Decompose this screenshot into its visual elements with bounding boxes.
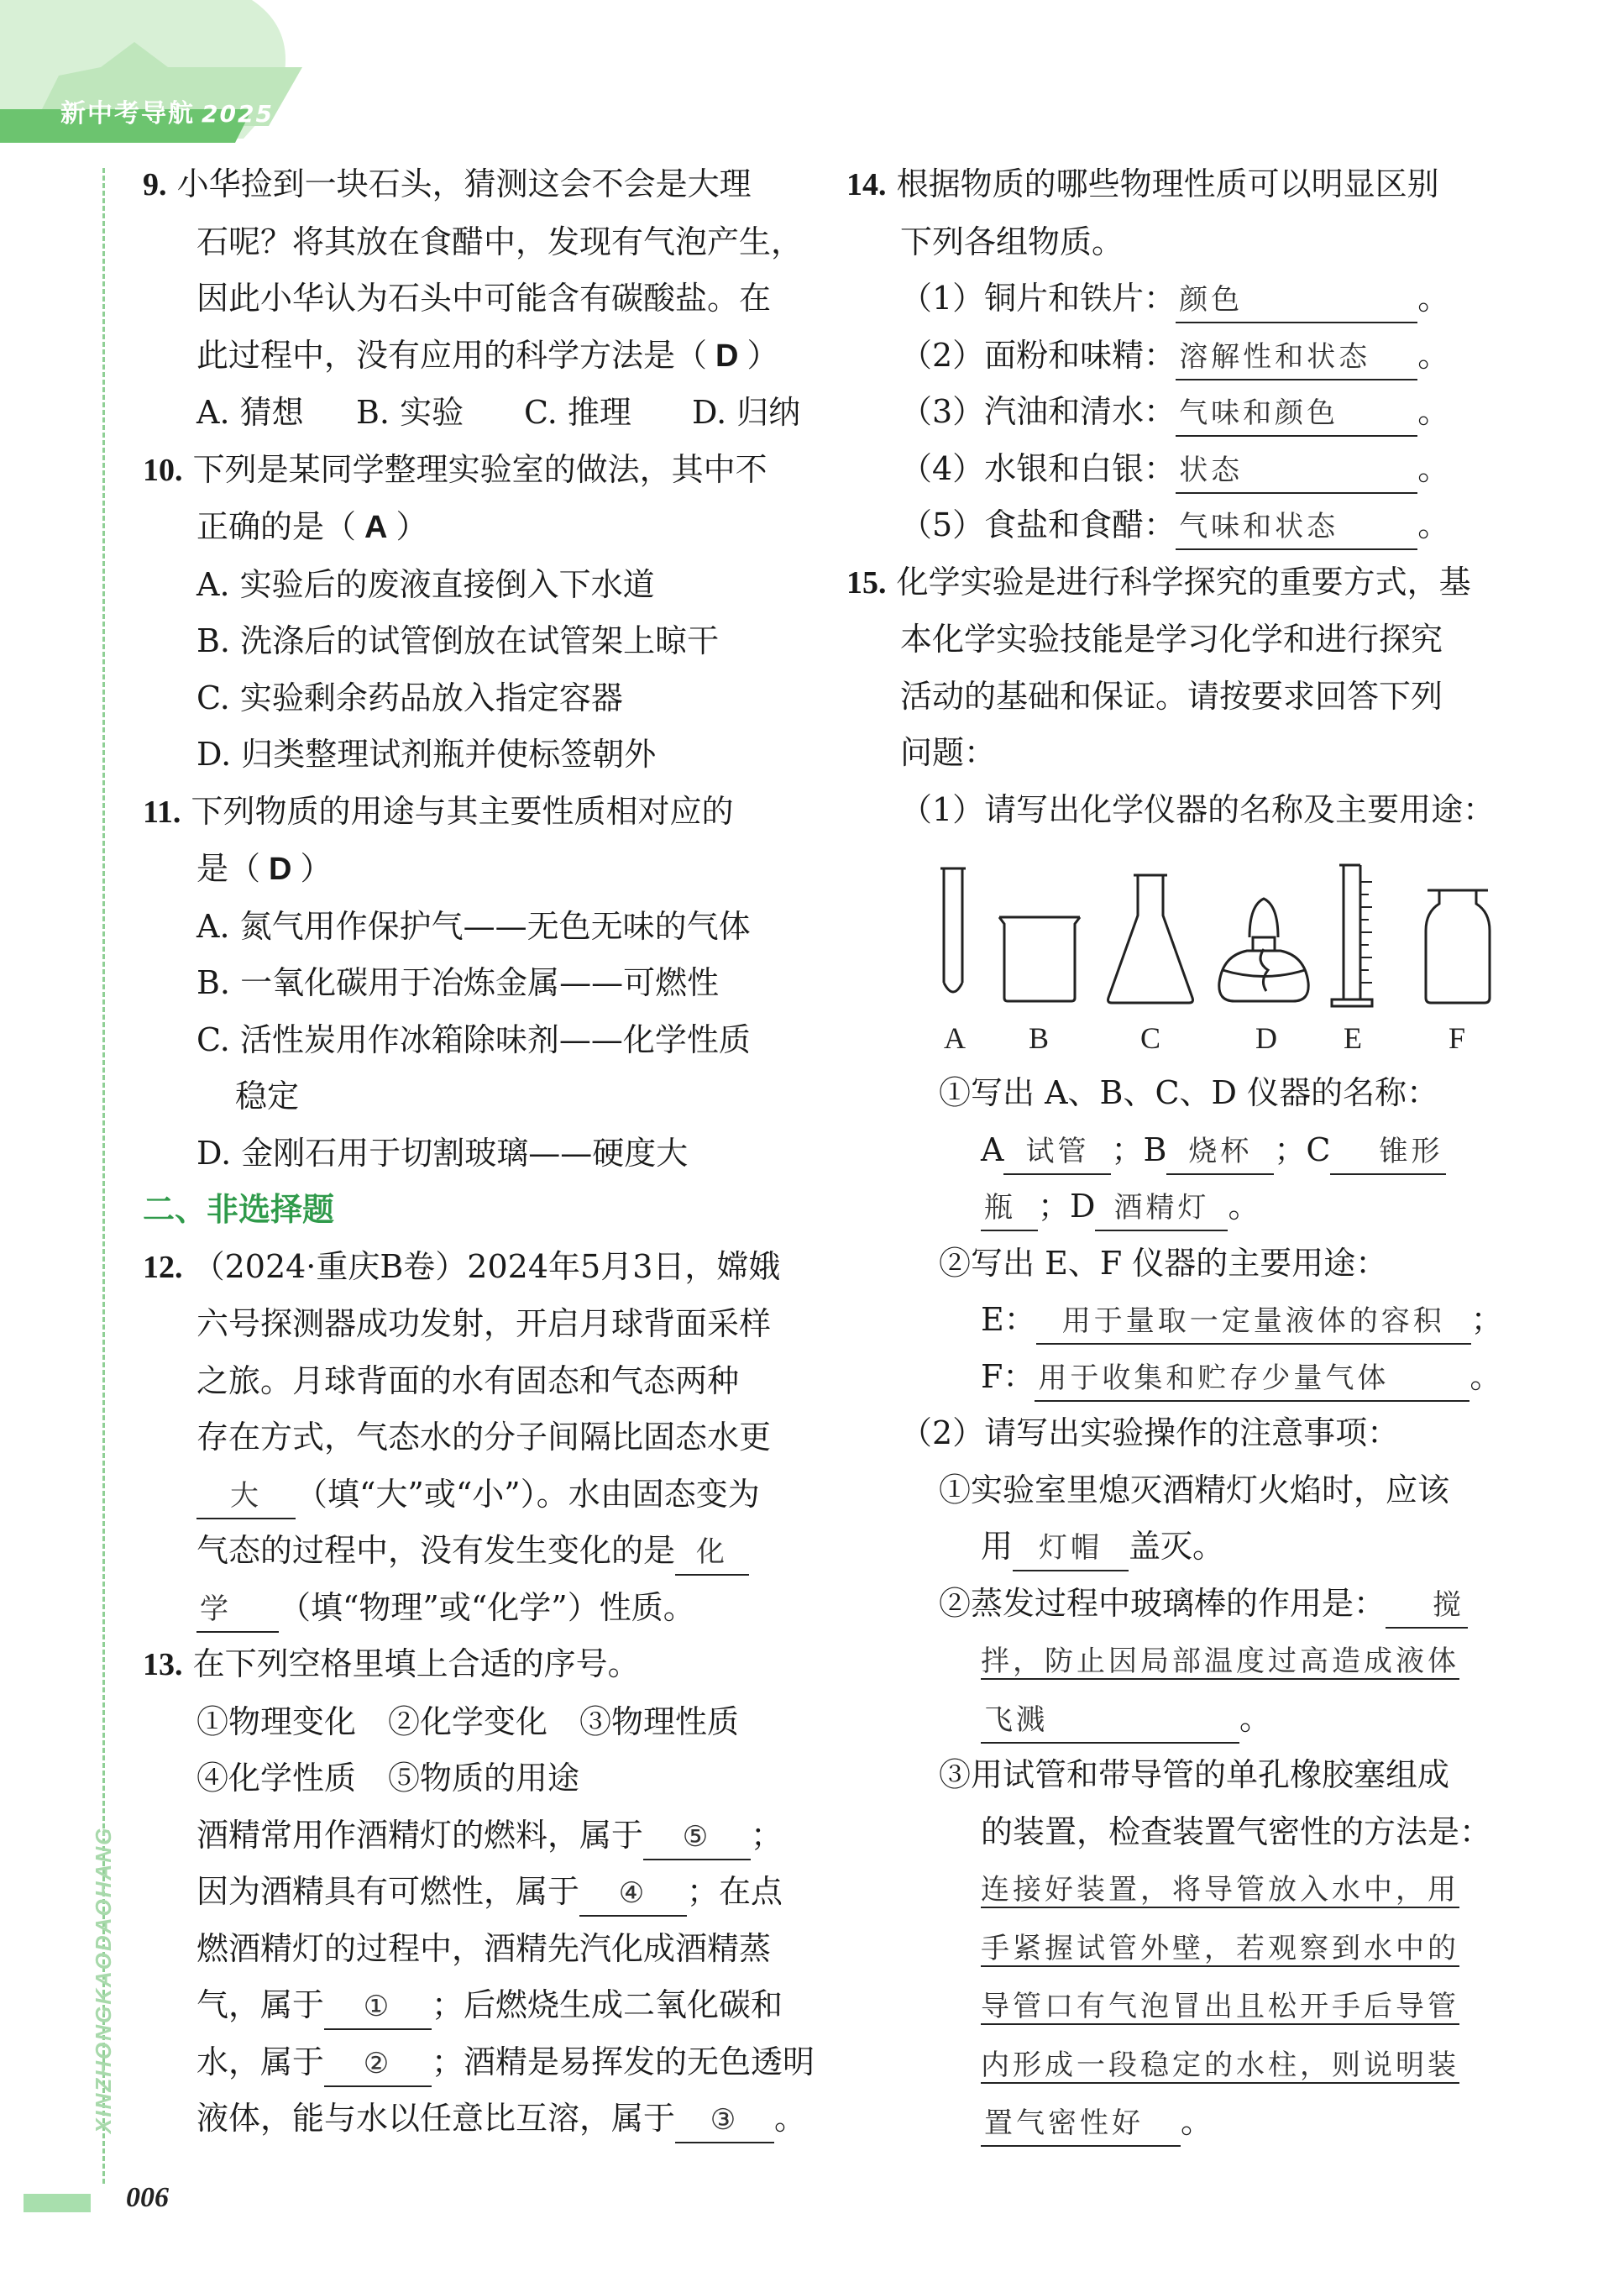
header-banner	[0, 0, 353, 160]
gas-jar-icon	[1426, 890, 1490, 1003]
question-15: 15. 化学实验是进行科学探究的重要方式，基 本化学实验技能是学习化学和进行探究 活动的基础和保证。请按要求回答下列 问题： （1）请写出化学仪器的名称及主要用途： ①写出 A、B、C、D 仪器的名称： A 试管 ；B 烧杯 ；C 锥形 瓶 ；D 酒精灯 。 ②写出 E、F 仪器的主要用途： E： 用于量取一定量液体的容积 ； F： 用于收集和贮存少量气体 。 （2）请写出实验操作的注意事项： ①实验室里熄灭酒精灯火焰时，应该 用 灯帽 盖灭。 ②蒸发过程中玻璃棒的作用是： 搅 拌，防止因局部温度过高造成液体 飞溅 。 ③用试管和带导管的单孔橡胶塞组成 的装置，检查装置气密性的方法是： 连接好装置，将导管放入水中，用 手紧握试管外壁，若观察到水中的 导管口有气泡冒出且松开手后导管 内形成一段稳定的水柱，则说明装 置气密性好 。	[846, 554, 1510, 2151]
right-column	[846, 156, 1510, 2151]
question-14: 14. 根据物质的哪些物理性质可以明显区别 下列各组物质。 （1）铜片和铁片： 颜色 。 （2）面粉和味精： 溶解性和状态 。 （3）汽油和清水： 气味和颜色 。 （4）水银和白银： 状态 。 （5）食盐和食醋： 气味和状态 。	[846, 156, 1510, 554]
blank: 学	[196, 1587, 279, 1633]
fig-label-b: B	[1029, 1021, 1050, 1055]
alcohol-lamp-icon	[1219, 899, 1308, 1001]
header-title: 新中考导航 2025	[60, 99, 274, 129]
left-column	[143, 156, 815, 2148]
blank: ②	[324, 2042, 432, 2087]
blank: ①	[324, 1985, 432, 2030]
fig-label-c: C	[1140, 1021, 1161, 1055]
beaker-icon	[999, 917, 1080, 1001]
q14-item-5: （5）食盐和食醋： 气味和状态 。	[846, 497, 1510, 554]
conical-flask-icon	[1108, 875, 1193, 1003]
apparatus-figure	[924, 857, 1511, 1058]
blank: 大	[196, 1474, 296, 1519]
q14-item-4: （4）水银和白银： 状态 。	[846, 441, 1510, 498]
section-heading: 二、非选择题	[143, 1191, 335, 1228]
side-watermark: XINZHONGKAODAOHANG	[91, 1826, 116, 2133]
question-13: 13. 在下列空格里填上合适的序号。 ①物理变化 ②化学变化 ③物理性质 ④化学性质 ⑤物质的用途 酒精常用作酒精灯的燃料，属于 ⑤ ； 因为酒精具有可燃性，属于 ④ ；在点 燃酒精灯的过程中，酒精先汽化成酒精蒸 气，属于 ① ；后燃烧生成二氧化碳和 水，属于 ② ；酒精是易挥发的无色透明 液体，能与水以任意比互溶，属于 ③ 。	[143, 1636, 806, 2148]
test-tube-icon	[940, 868, 966, 992]
graduated-cylinder-icon	[1332, 865, 1372, 1006]
fig-label-e: E	[1344, 1021, 1362, 1055]
blank: ⑤	[643, 1815, 751, 1860]
question-12: 12. （2024·重庆B卷）2024年5月3日，嫦娥 六号探测器成功发射，开启月球背面采样 之旅。月球背面的水有固态和气态两种 存在方式，气态水的分子间隔比固态水更 大 （填“大”或“小”）。水由固态变为 气态的过程中，没有发生变化的是 化 学 （填“物理”或“化学”）性质。	[143, 1239, 806, 1637]
fig-label-a: A	[944, 1021, 966, 1055]
answer: D	[715, 338, 739, 374]
question-9: 9. 小华捡到一块石头，猜测这会不会是大理 石呢？将其放在食醋中，发现有气泡产生， 因此小华认为石头中可能含有碳酸盐。在 此过程中，没有应用的科学方法是（ D ） A. 猜想 B. 实验 C. 推理 D. 归纳	[143, 165, 804, 431]
page-number-bar	[24, 2194, 91, 2212]
fig-label-d: D	[1255, 1021, 1277, 1055]
question-11: 11. 下列物质的用途与其主要性质相对应的 是（ D ） A. 氮气用作保护气——无色无味的气体 B. 一氧化碳用于冶炼金属——可燃性 C. 活性炭用作冰箱除味剂——化学性质 稳定 D. 金刚石用于切割玻璃——硬度大	[143, 792, 751, 1172]
question-10: 10. 下列是某同学整理实验室的做法，其中不 正确的是（ A ） A. 实验后的废液直接倒入下水道 B. 洗涤后的试管倒放在试管架上晾干 C. 实验剩余药品放入指定容器 D. 归类整理试剂瓶并使标签朝外	[143, 450, 767, 773]
page-number: 006	[126, 2182, 169, 2213]
blank: ④	[579, 1871, 687, 1917]
answer: A	[364, 510, 388, 545]
q14-item-1: （1）铜片和铁片： 颜色 。	[846, 270, 1510, 328]
answer: D	[269, 852, 292, 887]
blank: 化	[675, 1530, 749, 1576]
blank: ③	[675, 2098, 774, 2143]
q14-item-3: （3）汽油和清水： 气味和颜色 。	[846, 384, 1510, 441]
fig-label-f: F	[1449, 1021, 1466, 1055]
q14-item-2: （2）面粉和味精： 溶解性和状态 。	[846, 328, 1510, 385]
